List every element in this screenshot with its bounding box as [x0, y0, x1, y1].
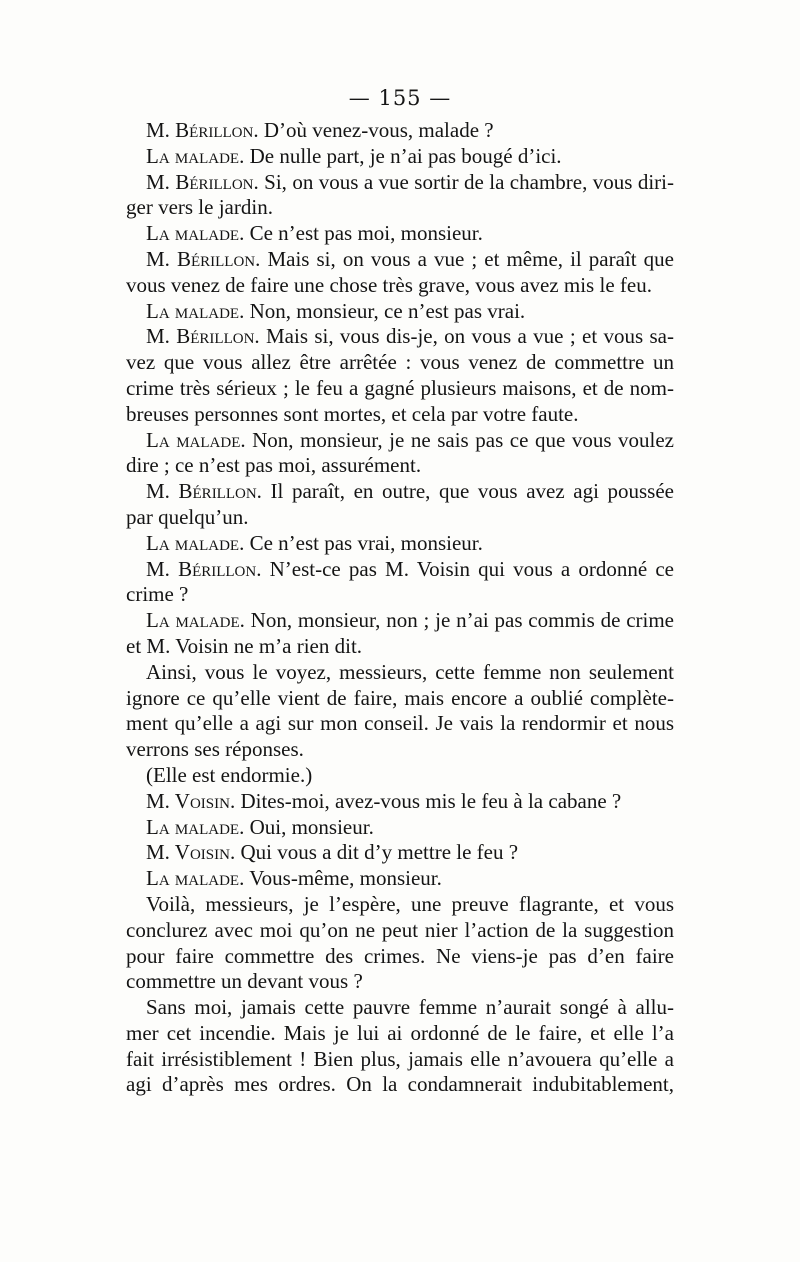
line-text: breuses personnes sont mortes, et cela par votre faute.	[126, 401, 579, 426]
speaker-name: La malade.	[146, 530, 245, 555]
speaker-name: M. Bérillon.	[146, 324, 260, 349]
line-text: Non, monsieur, ce n’est pas vrai.	[244, 298, 526, 323]
line-text: par quelqu’un.	[126, 504, 249, 529]
text-line	[126, 350, 674, 376]
line-text: dire ; ce n’est pas moi, assurément.	[126, 453, 422, 478]
line-text: conclurez avec moi qu’on ne peut nier l’action de la suggestion	[126, 917, 674, 942]
text-line	[126, 711, 674, 737]
text-line	[126, 221, 674, 247]
text-line	[126, 247, 674, 273]
page-number: — 155 —	[348, 86, 452, 110]
speaker-name: La malade.	[146, 298, 245, 323]
text-line	[126, 1047, 674, 1073]
text-line	[126, 763, 674, 789]
text-line	[126, 299, 674, 325]
text-line	[126, 660, 674, 686]
text-line	[126, 918, 674, 944]
line-text: ment qu’elle a agi sur mon conseil. Je vais la rendormir et nous	[126, 711, 674, 736]
text-line	[126, 557, 674, 583]
text-line	[126, 118, 674, 144]
text-line	[126, 1072, 674, 1098]
text-line	[126, 170, 674, 196]
speaker-name: La malade.	[146, 814, 245, 839]
text-line	[126, 686, 674, 712]
line-text: Si, on vous a vue sortir de la chambre, vous diri-	[258, 169, 674, 194]
line-text: mer cet incendie. Mais je lui ai ordonné de le faire, et elle l’a	[126, 1020, 674, 1045]
text-line	[126, 428, 674, 454]
text-line	[126, 1021, 674, 1047]
text-line	[126, 453, 674, 479]
line-text: agi d’après mes ordres. On la condamnerait indubitablement,	[126, 1072, 674, 1097]
line-text: Qui vous a dit d’y mettre le feu ?	[235, 840, 519, 865]
line-text: vous venez de faire une chose très grave, vous avez mis le feu.	[126, 272, 652, 297]
line-text: Oui, monsieur.	[244, 814, 374, 839]
speaker-name: M. Bérillon.	[146, 246, 261, 271]
line-text: Ce n’est pas moi, monsieur.	[244, 221, 483, 246]
text-line	[126, 376, 674, 402]
text-line	[126, 944, 674, 970]
speaker-name: La malade.	[146, 608, 245, 633]
line-text: Vous-même, monsieur.	[244, 866, 442, 891]
text-line	[126, 479, 674, 505]
line-text: vez que vous allez être arrêtée : vous venez de commettre un	[126, 350, 674, 375]
line-text: ger vers le jardin.	[126, 195, 273, 220]
speaker-name: M. Voisin.	[146, 840, 236, 865]
speaker-name: La malade.	[146, 143, 245, 168]
body-text	[126, 118, 674, 1098]
text-line	[126, 840, 674, 866]
line-text: crime très sérieux ; le feu a gagné plusieurs maisons, et de nom-	[126, 375, 674, 400]
text-line	[126, 608, 674, 634]
line-text: Sans moi, jamais cette pauvre femme n’aurait songé à allu-	[146, 995, 674, 1020]
line-text: ignore ce qu’elle vient de faire, mais encore a oublié complète-	[126, 685, 674, 710]
text-line	[126, 324, 674, 350]
text-line	[126, 995, 674, 1021]
line-text: D’où venez-vous, malade ?	[258, 118, 494, 142]
line-text: Mais si, on vous a vue ; et même, il paraît que	[260, 246, 674, 271]
line-text: crime ?	[126, 582, 189, 607]
speaker-name: La malade.	[146, 427, 246, 452]
speaker-name: M. Voisin.	[146, 788, 236, 813]
line-text: Mais si, vous dis-je, on vous a vue ; et vous sa-	[259, 324, 674, 349]
speaker-name: M. Bérillon.	[146, 479, 262, 504]
line-text: (Elle est endormie.)	[146, 762, 313, 787]
line-text: fait irrésistiblement ! Bien plus, jamais elle n’avouera qu’elle a	[126, 1046, 674, 1071]
text-line	[126, 789, 674, 815]
line-text: commettre un devant vous ?	[126, 969, 363, 994]
line-text: Voilà, messieurs, je l’espère, une preuve flagrante, et vous	[146, 891, 674, 916]
line-text: Non, monsieur, non ; je n’ai pas commis de crime	[244, 608, 675, 633]
text-line	[126, 582, 674, 608]
speaker-name: M. Bérillon.	[146, 556, 262, 581]
speaker-name: La malade.	[146, 866, 245, 891]
text-line	[126, 144, 674, 170]
line-text: pour faire commettre des crimes. Ne viens-je pas d’en faire	[126, 943, 674, 968]
text-line	[126, 969, 674, 995]
line-text: Ce n’est pas vrai, monsieur.	[244, 530, 483, 555]
text-line	[126, 634, 674, 660]
text-line	[126, 402, 674, 428]
speaker-name: M. Bérillon.	[146, 118, 259, 142]
speaker-name: M. Bérillon.	[146, 169, 259, 194]
line-text: et M. Voisin ne m’a rien dit.	[126, 633, 363, 658]
line-text: verrons ses réponses.	[126, 737, 304, 762]
line-text: Ainsi, vous le voyez, messieurs, cette femme non seulement	[146, 659, 674, 684]
text-line	[126, 273, 674, 299]
text-line	[126, 866, 674, 892]
text-line	[126, 737, 674, 763]
text-line	[126, 815, 674, 841]
text-line	[126, 531, 674, 557]
line-text: Non, monsieur, je ne sais pas ce que vous voulez	[245, 427, 674, 452]
line-text: Il paraît, en outre, que vous avez agi poussée	[261, 479, 674, 504]
text-line	[126, 505, 674, 531]
line-text: Dites-moi, avez-vous mis le feu à la cabane ?	[235, 788, 622, 813]
line-text: N’est-ce pas M. Voisin qui vous a ordonné ce	[261, 556, 674, 581]
speaker-name: La malade.	[146, 221, 245, 246]
line-text: De nulle part, je n’ai pas bougé d’ici.	[244, 143, 562, 168]
text-line	[126, 195, 674, 221]
text-line	[126, 892, 674, 918]
